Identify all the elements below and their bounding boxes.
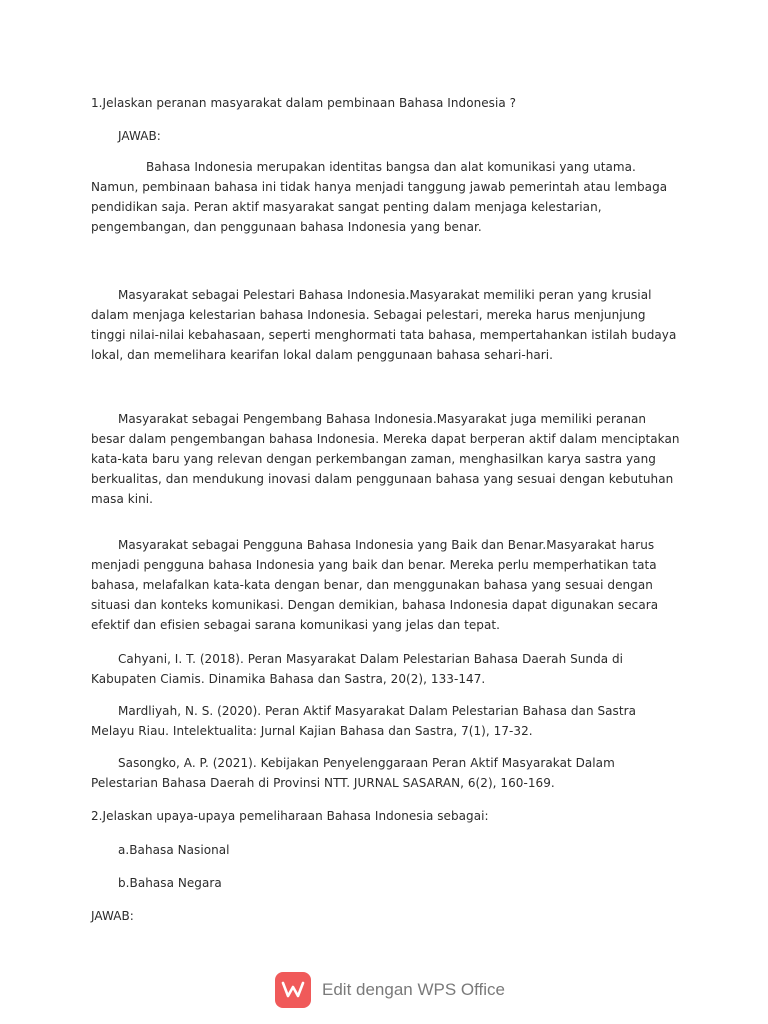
- wps-edit-label[interactable]: Edit dengan WPS Office: [322, 980, 506, 999]
- list-item-a: a.Bahasa Nasional: [118, 843, 230, 857]
- paragraph-pengembang: Masyarakat sebagai Pengembang Bahasa Indonesia.Masyarakat juga memiliki peranan besar dalam pengembangan bahasa Indonesia. Mereka dapat berperan aktif dalam menciptakan kata-kata baru yang relevan dengan perkembangan zaman, menghasilkan karya sastra yang berkualitas, dan mendukung inovasi dalam penggunaan bahasa yang sesuai dengan kebutuhan masa kini.: [91, 412, 680, 506]
- reference-1: Cahyani, I. T. (2018). Peran Masyarakat Dalam Pelestarian Bahasa Daerah Sunda di Kabupaten Ciamis. Dinamika Bahasa dan Sastra, 20(2), 133-147.: [91, 652, 624, 686]
- answer-label-1: JAWAB:: [118, 129, 161, 143]
- wps-edit-button[interactable]: [275, 971, 505, 1009]
- reference-3: Sasongko, A. P. (2021). Kebijakan Penyelenggaraan Peran Aktif Masyarakat Dalam Pelestarian Bahasa Daerah di Provinsi NTT. JURNAL SASARAN, 6(2), 160-169.: [91, 756, 615, 790]
- question-2: 2.Jelaskan upaya-upaya pemeliharaan Bahasa Indonesia sebagai:: [91, 809, 489, 823]
- question-1: 1.Jelaskan peranan masyarakat dalam pembinaan Bahasa Indonesia ?: [91, 96, 517, 110]
- paragraph-pelestari: Masyarakat sebagai Pelestari Bahasa Indonesia.Masyarakat memiliki peran yang krusial dalam menjaga kelestarian bahasa Indonesia. Sebagai pelestari, mereka harus menjunjung tinggi nilai-nilai kebahasaan, seperti menghormati tata bahasa, mempertahankan istilah budaya lokal, dan memelihara kearifan lokal dalam penggunaan bahasa sehari-hari.: [91, 288, 677, 362]
- answer-label-2: JAWAB:: [91, 909, 134, 923]
- reference-2: Mardliyah, N. S. (2020). Peran Aktif Masyarakat Dalam Pelestarian Bahasa dan Sastra Melayu Riau. Intelektualita: Jurnal Kajian Bahasa dan Sastra, 7(1), 17-32.: [91, 704, 636, 738]
- list-item-b: b.Bahasa Negara: [118, 876, 222, 890]
- paragraph-pengguna: Masyarakat sebagai Pengguna Bahasa Indonesia yang Baik dan Benar.Masyarakat harus menjadi pengguna bahasa Indonesia yang baik dan benar. Mereka perlu memperhatikan tata bahasa, melafalkan kata-kata dengan benar, dan menggunakan bahasa yang sesuai dengan situasi dan konteks komunikasi. Dengan demikian, bahasa Indonesia dapat digunakan secara efektif dan efisien sebagai sarana komunikasi yang jelas dan tepat.: [91, 538, 659, 632]
- paragraph-intro: Bahasa Indonesia merupakan identitas bangsa dan alat komunikasi yang utama. Namun, pembinaan bahasa ini tidak hanya menjadi tanggung jawab pemerintah atau lembaga pendidikan saja. Peran aktif masyarakat sangat penting dalam menjaga kelestarian, pengembangan, dan penggunaan bahasa Indonesia yang benar.: [91, 160, 668, 234]
- wps-office-logo-icon: [275, 972, 311, 1008]
